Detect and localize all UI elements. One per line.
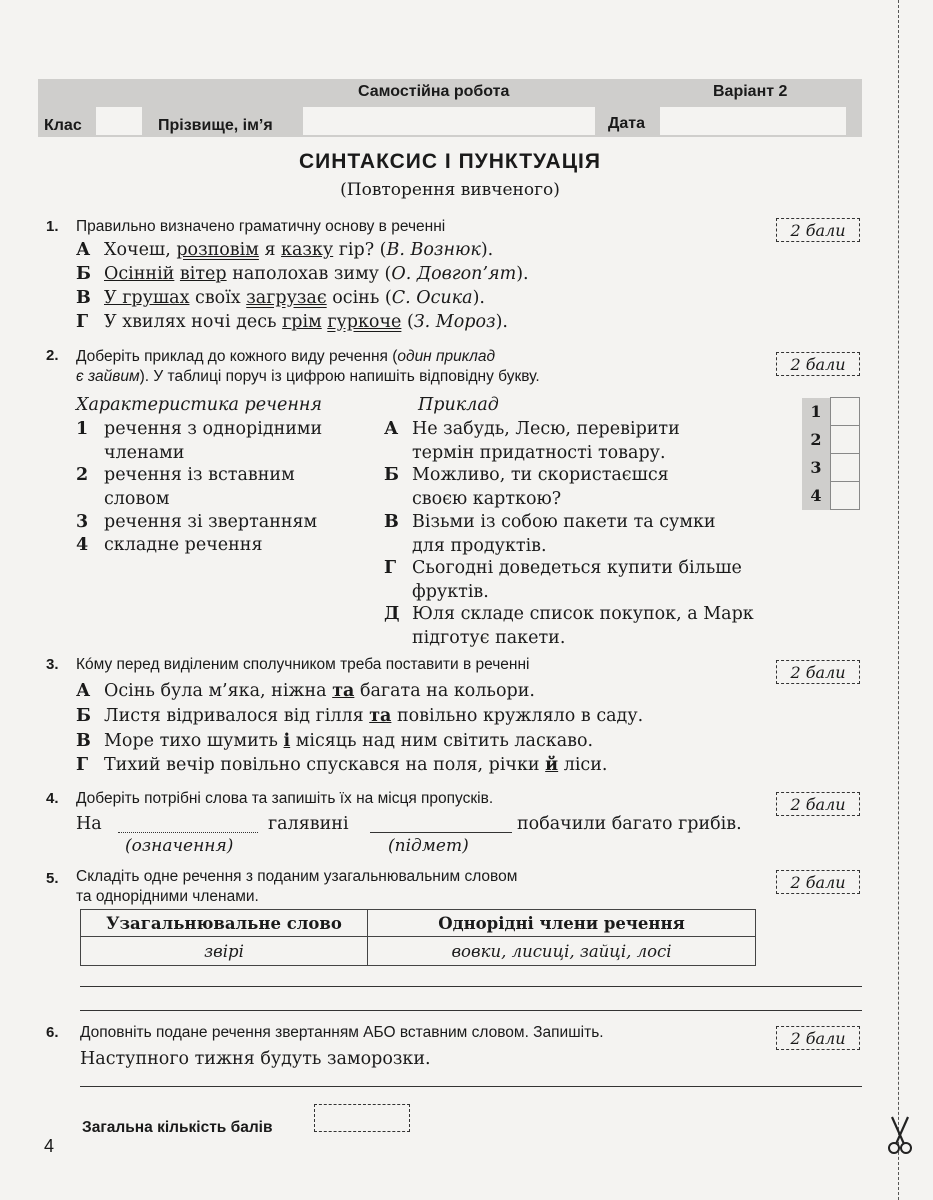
q4-word-rest: побачили багато грибів. — [517, 814, 742, 834]
q4-hint-attribute: (означення) — [125, 836, 234, 856]
q2-example-d: Д Юля складе список покупок, а Марк підготує пакети. — [384, 604, 754, 648]
q5-answer-line-2[interactable] — [80, 1010, 862, 1011]
q1-option-v[interactable]: В У грушах своїх загрузає осінь (С. Осика). — [76, 288, 485, 308]
q5-answer-line-1[interactable] — [80, 986, 862, 987]
answer-number: 1 — [802, 398, 831, 426]
q3-number: 3. — [46, 656, 59, 673]
q5-score: 2 бали — [776, 870, 860, 894]
q1-text: Правильно визначено граматичну основу в реченні — [76, 218, 446, 235]
total-score-label: Загальна кількість балів — [82, 1119, 273, 1136]
answer-cell-4[interactable] — [831, 482, 860, 510]
q5-generalizing-word: звірі — [81, 937, 368, 966]
variant-label: Варіант 2 — [713, 83, 788, 100]
q2-score: 2 бали — [776, 352, 860, 376]
total-score-box[interactable] — [314, 1104, 410, 1132]
q4-word-na: На — [76, 814, 102, 834]
q2-answer-table — [802, 397, 860, 510]
work-title: Самостійна робота — [358, 83, 510, 100]
q6-text: Доповніть подане речення звертанням АБО вставним словом. Запишіть. — [80, 1024, 604, 1041]
page-number: 4 — [44, 1136, 55, 1156]
q2-example-a: А Не забудь, Лесю, перевірити термін придатності товару. — [384, 419, 680, 463]
date-label: Дата — [608, 115, 646, 132]
q2-text: Доберіть приклад до кожного виду речення (один приклад є зайвим). У таблиці поруч із цифрою напишіть відповідну букву. — [76, 348, 540, 385]
q1-score: 2 бали — [776, 218, 860, 242]
answer-cell-1[interactable] — [831, 398, 860, 426]
q4-score: 2 бали — [776, 792, 860, 816]
q2-number: 2. — [46, 347, 59, 364]
q2-example-v: В Візьми із собою пакети та сумки для продуктів. — [384, 512, 716, 556]
q2-example-g: Г Сьогодні доведеться купити більше фруктів. — [384, 558, 742, 602]
answer-number: 2 — [802, 426, 831, 454]
q1-option-a[interactable]: А Хочеш, розповім я казку гір? (В. Вознюк). — [76, 240, 494, 260]
q1-number: 1. — [46, 218, 59, 235]
q1-option-g[interactable]: Г У хвилях ночі десь грім гуркоче (З. Мороз). — [76, 312, 508, 332]
q4-blank-2[interactable] — [370, 832, 512, 833]
q5-table — [80, 909, 756, 966]
date-field[interactable] — [660, 107, 846, 135]
q3-text: Кóму перед виділеним сполучником треба поставити в реченні — [76, 656, 530, 673]
answer-number: 4 — [802, 482, 831, 510]
q2-col2-header: Приклад — [418, 395, 499, 415]
q2-item-4: 4 складне речення — [76, 535, 263, 555]
q2-item-3: 3 речення зі звертанням — [76, 512, 318, 532]
q6-score: 2 бали — [776, 1026, 860, 1050]
q2-item-1: 1 речення з однорідними членами — [76, 419, 323, 463]
answer-cell-2[interactable] — [831, 426, 860, 454]
q5-number: 5. — [46, 870, 59, 887]
q5-text: Складіть одне речення з поданим узагальнювальним словом та однорідними членами. — [76, 868, 518, 905]
topic-title: СИНТАКСИС І ПУНКТУАЦІЯ — [299, 150, 601, 173]
class-field[interactable] — [96, 107, 142, 135]
name-field[interactable] — [303, 107, 595, 135]
class-label: Клас — [44, 117, 82, 134]
q2-item-2: 2 речення із вставним словом — [76, 465, 295, 509]
q4-blank-1[interactable] — [118, 832, 258, 833]
q5-homogeneous-members: вовки, лисиці, зайці, лосі — [368, 937, 756, 966]
q1-option-b[interactable]: Б Осінній вітер наполохав зиму (О. Довгоп’ят). — [76, 264, 529, 284]
answer-number: 3 — [802, 454, 831, 482]
q3-option-v[interactable]: В Море тихо шумить і місяць над ним світить ласкаво. — [76, 731, 594, 751]
q6-sentence: Наступного тижня будуть заморозки. — [80, 1049, 431, 1069]
q4-number: 4. — [46, 790, 59, 807]
q3-option-g[interactable]: Г Тихий вечір повільно спускався на поля, річки й ліси. — [76, 755, 608, 775]
q2-example-b: Б Можливо, ти скористаєшся своєю карткою? — [384, 465, 669, 509]
topic-subtitle: (Повторення вивченого) — [340, 180, 560, 200]
scissors-icon — [886, 1115, 914, 1155]
q6-answer-line[interactable] — [80, 1086, 862, 1087]
q3-option-a[interactable]: А Осінь була м’яка, ніжна та багата на кольори. — [76, 681, 535, 701]
q5-col2-header: Однорідні члени речення — [368, 910, 756, 937]
q4-text: Доберіть потрібні слова та запишіть їх на місця пропусків. — [76, 790, 494, 807]
q6-number: 6. — [46, 1024, 59, 1041]
answer-cell-3[interactable] — [831, 454, 860, 482]
q4-word-galyavyni: галявині — [268, 814, 349, 834]
q5-col1-header: Узагальнювальне слово — [81, 910, 368, 937]
q3-option-b[interactable]: Б Листя відривалося від гілля та повільно кружляло в саду. — [76, 706, 644, 726]
q4-hint-subject: (підмет) — [388, 836, 469, 856]
q3-score: 2 бали — [776, 660, 860, 684]
q2-col1-header: Характеристика речення — [76, 395, 322, 415]
name-label: Прізвище, ім’я — [158, 117, 273, 134]
